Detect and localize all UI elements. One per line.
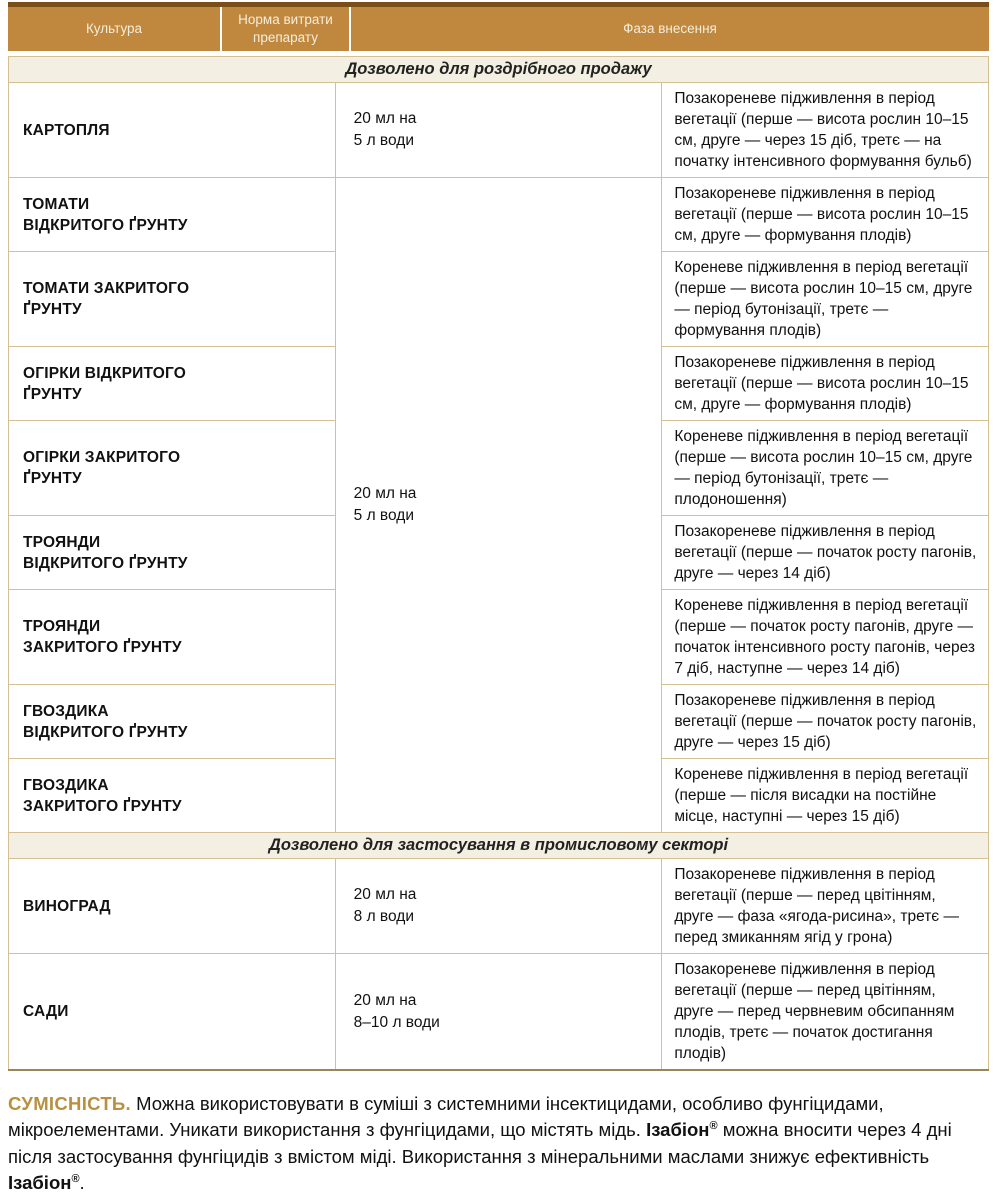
culture-cell: ТОМАТИ ЗАКРИТОГО ҐРУНТУ [9, 252, 336, 347]
culture-cell: САДИ [9, 954, 336, 1071]
rate-cell: 20 мл на 5 л води [335, 83, 662, 178]
culture-cell: ТРОЯНДИ ЗАКРИТОГО ҐРУНТУ [9, 590, 336, 685]
culture-cell: ОГІРКИ ЗАКРИТОГО ҐРУНТУ [9, 421, 336, 516]
culture-cell: ГВОЗДИКА ЗАКРИТОГО ҐРУНТУ [9, 759, 336, 833]
phase-cell: Позакореневе підживлення в період вегетації (перше — висота рослин 10–15 см, друге — через 15 діб, третє — на початку інтенсивного формування бульб) [662, 83, 989, 178]
table-row [9, 859, 989, 954]
culture-cell: ОГІРКИ ВІДКРИТОГО ҐРУНТУ [9, 347, 336, 421]
section-header-row [9, 833, 989, 859]
culture-cell: КАРТОПЛЯ [9, 83, 336, 178]
section-title: Дозволено для застосування в промисловому секторі [9, 833, 989, 859]
compatibility-note [8, 1091, 989, 1197]
phase-cell: Кореневе підживлення в період вегетації (перше — після висадки на постійне місце, наступні — через 15 діб) [662, 759, 989, 833]
table-header-row [8, 7, 989, 51]
footer-text-segment: ® [71, 1173, 80, 1186]
culture-cell: ТОМАТИ ВІДКРИТОГО ҐРУНТУ [9, 178, 336, 252]
footer-text-segment: . [79, 1172, 85, 1194]
phase-cell: Позакореневе підживлення в період вегетації (перше — початок росту пагонів, друге — через 15 діб) [662, 685, 989, 759]
footer-text-segment: ® [709, 1120, 718, 1133]
rate-cell: 20 мл на 5 л води [335, 178, 662, 833]
phase-cell: Позакореневе підживлення в період вегетації (перше — висота рослин 10–15 см, друге — формування плодів) [662, 178, 989, 252]
phase-cell: Позакореневе підживлення в період вегетації (перше — початок росту пагонів, друге — через 14 діб) [662, 516, 989, 590]
footer-text-segment: можна вносити через 4 дні після застосування фунгіцидів з вмістом міді. Використання з мінеральними маслами знижує ефективність [8, 1119, 952, 1167]
phase-cell: Кореневе підживлення в період вегетації (перше — висота рослин 10–15 см, друге — період бутонізації, третє — плодоношення) [662, 421, 989, 516]
section-title: Дозволено для роздрібного продажу [9, 57, 989, 83]
footer-text-segment: Ізабіон [646, 1119, 710, 1141]
rate-cell: 20 мл на 8 л води [335, 859, 662, 954]
table-row [9, 178, 989, 252]
table-row [9, 954, 989, 1071]
phase-cell: Позакореневе підживлення в період вегетації (перше — перед цвітінням, друге — фаза «ягода-рисина», третє — перед змиканням ягід у грона) [662, 859, 989, 954]
column-header-phase: Фаза внесення [351, 7, 989, 51]
footer-text-segment: Ізабіон [8, 1172, 72, 1194]
section-header-row [9, 57, 989, 83]
compatibility-heading: СУМІСНІСТЬ. [8, 1093, 131, 1114]
application-table [8, 56, 989, 1071]
table-row [9, 83, 989, 178]
phase-cell: Кореневе підживлення в період вегетації (перше — початок росту пагонів, друге — початок інтенсивного росту пагонів, через 7 діб, наступне — через 14 діб) [662, 590, 989, 685]
column-header-rate: Норма витрати препарату [222, 7, 349, 51]
column-header-culture: Культура [8, 7, 220, 51]
footer-text-segment: Можна використовувати в суміші з системними інсектицидами, особливо фунгіцидами, мікроелементами. Уникати використання з фунгіцидами, що містять мідь. [8, 1093, 884, 1141]
culture-cell: ТРОЯНДИ ВІДКРИТОГО ҐРУНТУ [9, 516, 336, 590]
phase-cell: Кореневе підживлення в період вегетації (перше — висота рослин 10–15 см, друге — період бутонізації, третє — формування плодів) [662, 252, 989, 347]
culture-cell: ГВОЗДИКА ВІДКРИТОГО ҐРУНТУ [9, 685, 336, 759]
phase-cell: Позакореневе підживлення в період вегетації (перше — висота рослин 10–15 см, друге — формування плодів) [662, 347, 989, 421]
rate-cell: 20 мл на 8–10 л води [335, 954, 662, 1071]
culture-cell: ВИНОГРАД [9, 859, 336, 954]
table-body [9, 57, 989, 1071]
phase-cell: Позакореневе підживлення в період вегетації (перше — перед цвітінням, друге — перед червневим обсипанням плодів, третє — початок достигання плодів) [662, 954, 989, 1071]
